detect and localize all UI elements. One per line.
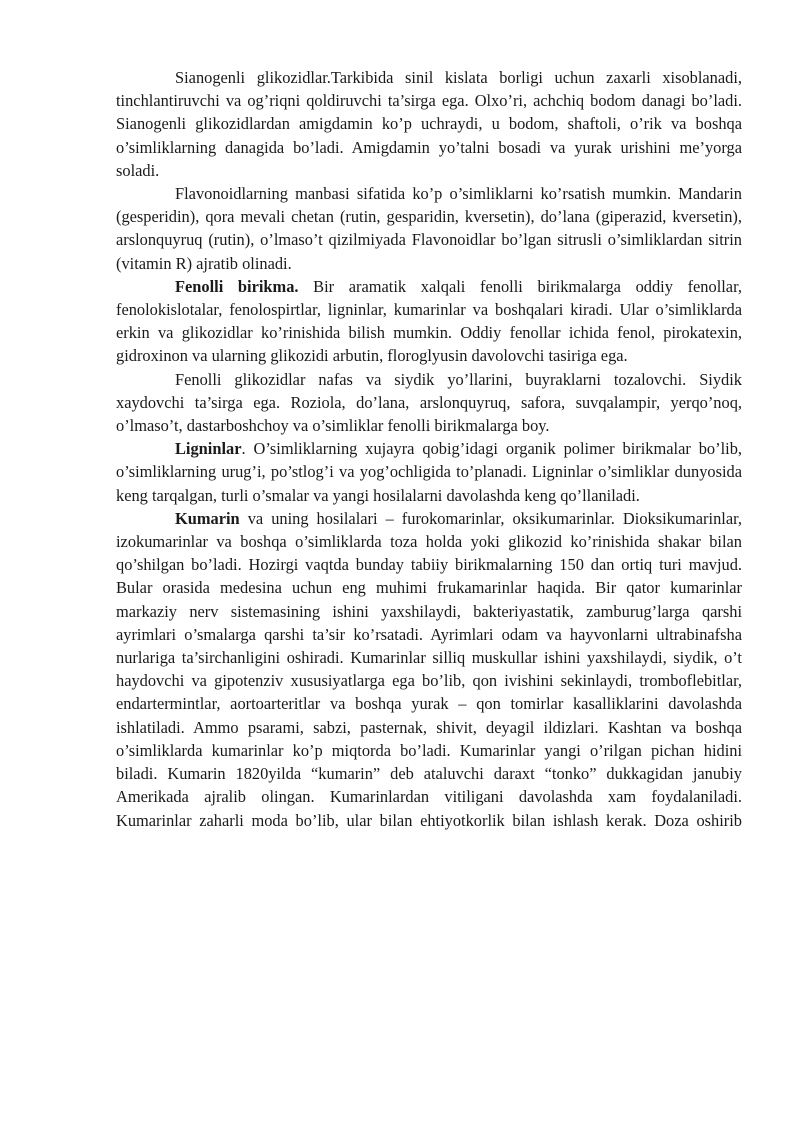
paragraph-phenolic-glycosides — [116, 368, 742, 438]
paragraph-text: . O’simliklarning xujayra qobig’idagi organik polimer birikmalar bo’lib, o’simliklarning urug’i, po’stlog’i va yog’ochligida to’planadi. Ligninlar o’simliklar dunyosida keng tarqalgan, turli o’smalar va yangi hosilalarni davolashda keng qo’llaniladi. — [116, 439, 742, 505]
paragraph-heading: Kumarin — [175, 508, 240, 528]
paragraph-text: Sianogenli glikozidlar.Tarkibida sinil kislata borligi uchun zaxarli xisoblanadi, tinchlantiruvchi va og’riqni qoldiruvchi ta’sirga ega. Olxo’ri, achchiq bodom danagi bo’ladi. Sianogenli glikozidlardan amigdamin ko’p uchraydi, u bodom, shaftoli, o’rik va boshqa o’simliklarning danagida bo’ladi. Amigdamin yo’talni bosadi va yurak urishini me’yorga soladi. — [116, 68, 742, 180]
paragraph-flavonoids — [116, 182, 742, 275]
paragraph-text: Fenolli glikozidlar nafas va siydik yo’llarini, buyraklarni tozalovchi. Siydik xaydovchi ta’sirga ega. Roziola, do’lana, arslonquyruq, safora, suvqalampir, yerqo’noq, o’lmaso’t, dastarboshchoy va o’simliklar fenolli birikmalarga boy. — [116, 369, 742, 436]
paragraph-heading: Ligninlar — [175, 439, 242, 459]
paragraph-cyanogenic-glycosides — [116, 66, 742, 182]
paragraph-heading: Fenolli birikma. — [175, 276, 299, 296]
paragraph-lignins — [116, 437, 742, 507]
paragraph-coumarin — [116, 507, 742, 832]
paragraph-text: Bir aramatik xalqali fenolli birikmalarga oddiy fenollar, fenolokislotalar, fenolospirtlar, ligninlar, kumarinlar va boshqalari kiradi. Ular o’simliklarda erkin va glikozidlar ko’rinishida bilish mumkin. Oddiy fenollar ichida fenol, pirokatexin, gidroxinon va ularning glikozidi arbutin, floroglyusin davolovchi tasiriga ega. — [116, 276, 742, 366]
paragraph-phenolic-compounds — [116, 275, 742, 368]
paragraph-text: Flavonoidlarning manbasi sifatida ko’p o’simliklarni ko’rsatish mumkin. Mandarin (gesperidin), qora mevali chetan (rutin, gesparidin, kversetin), do’lana (giperazid, kversetin), arslonquyruq (rutin), o’lmaso’t qizilmiyada Flavonoidlar bo’lgan sitrusli o’simliklardan sitrin (vitamin R) ajratib olinadi. — [116, 184, 742, 273]
document-page — [116, 66, 742, 832]
paragraph-text: va uning hosilalari – furokomarinlar, oksikumarinlar. Dioksikumarinlar, izokumarinlar va boshqa o’simliklarda toza holda yoki glikozid ko’rinishida shakar bilan qo’shilgan bo’ladi. Hozirgi vaqtda bunday tabiiy birikmalarning 150 dan ortiq turi mavjud. Bular orasida medesina uchun eng muhimi frukamarinlar haqida. Bir qator kumarinlar markaziy nerv sistemasining ishini yaxshilaydi, bakteriyastatik, zamburug’larga qarshi ayrimlari o’smalarga qarshi ta’sir ko’rsatadi. Ayrimlari odam va hayvonlarni ultrabinafsha nurlariga ta’sirchanligini oshiradi. Kumarinlar silliq muskullar ishini yaxshilaydi, siydik, o’t haydovchi va gipotenziv xususiyatlarga ega bo’lib, qon ivishini sekinlaydi, tromboflebitlar, endartermintlar, aortoarteritlar va boshqa yurak – qon tomirlar kasalliklarini davolashda ishlatiladi. Ammo psarami, sabzi, pasternak, shivit, deyagil ildizlari. Kashtan va boshqa o’simliklarda kumarinlar ko’p miqtorda bo’ladi. Kumarinlar yangi o’rilgan pichan hidini biladi. Kumarin 1820yilda “kumarin” deb ataluvchi daraxt “tonko” dukkagidan janubiy Amerikada ajralib olingan. Kumarinlardan vitiligani davolashda xam foydalaniladi. Kumarinlar zaharli moda bo’lib, ular bilan ehtiyotkorlik bilan ishlash kerak. Doza oshirib — [116, 508, 742, 830]
